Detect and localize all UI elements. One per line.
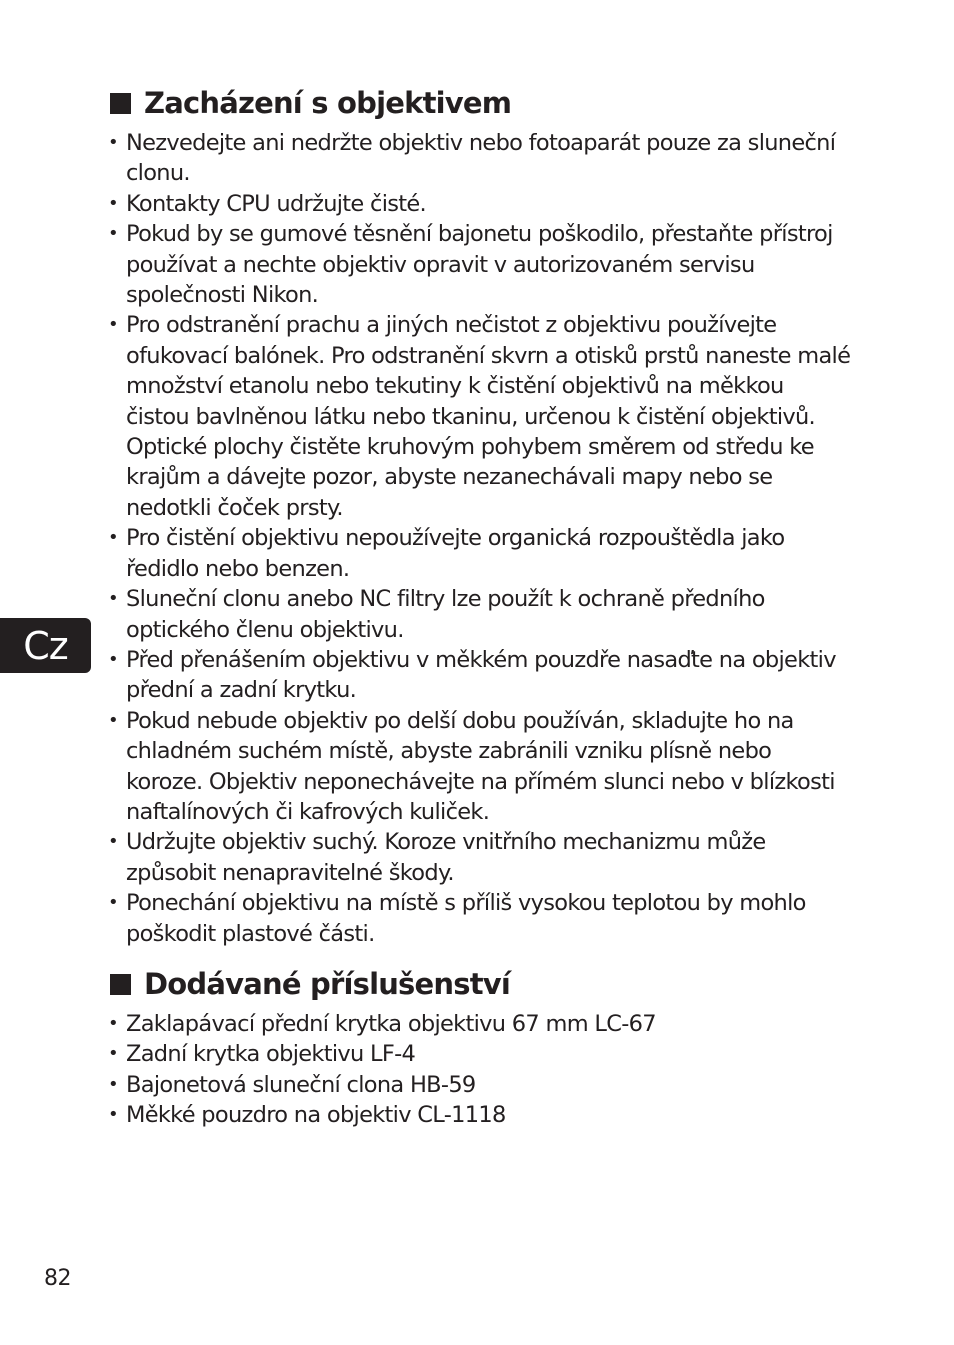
bullet-icon: • xyxy=(108,192,118,214)
list-item-text: Pro čistění objektivu nepoužívejte organická rozpouštědla jako ředidlo nebo benzen. xyxy=(126,525,785,582)
list-item xyxy=(108,189,853,219)
list-item-text: Sluneční clonu anebo NC filtry lze použít k ochraně předního optického členu objektivu. xyxy=(126,586,765,643)
bullet-icon: • xyxy=(108,132,118,153)
list-item xyxy=(108,645,853,706)
list-item xyxy=(108,1039,853,1069)
section-heading-accessories xyxy=(110,966,510,1002)
page-number: 82 xyxy=(44,1266,71,1291)
list-item xyxy=(108,523,853,584)
list-item-text: Zaklapávací přední krytka objektivu 67 mm LC-67 xyxy=(126,1011,656,1037)
bullet-icon: • xyxy=(108,648,118,670)
list-item-text: Udržujte objektiv suchý. Koroze vnitřního mechanizmu může způsobit nenapravitelné škody. xyxy=(126,829,766,886)
list-item xyxy=(108,584,853,645)
list-item-text: Pokud by se gumové těsnění bajonetu poškodilo, přestaňte přístroj používat a nechte objektiv opravit v autorizovaném servisu společnosti Nikon. xyxy=(126,221,833,309)
language-tab: Cz xyxy=(0,618,91,673)
list-item xyxy=(108,310,853,523)
list-item xyxy=(108,1009,853,1039)
list-item xyxy=(108,888,853,949)
list-item-text: Ponechání objektivu na místě s příliš vysokou teplotou by mohlo poškodit plastové části. xyxy=(126,890,806,947)
lens-handling-list xyxy=(108,128,853,949)
bullet-icon: • xyxy=(108,709,118,731)
bullet-icon: • xyxy=(108,1043,118,1065)
bullet-icon: • xyxy=(108,1013,118,1034)
list-item xyxy=(108,219,853,310)
list-item xyxy=(108,827,853,888)
list-item xyxy=(108,706,853,828)
list-item xyxy=(108,1070,853,1100)
list-item-text: Pokud nebude objektiv po delší dobu používán, skladujte ho na chladném suchém místě, abyste zabránili vzniku plísně nebo koroze. Objektiv neponechávejte na přímém slunci nebo v blízkosti naftalínových či kafrových kuliček. xyxy=(126,707,835,825)
list-item-text: Před přenášením objektivu v měkkém pouzdře nasaďte na objektiv přední a zadní krytku. xyxy=(126,646,836,704)
bullet-icon: • xyxy=(108,314,118,336)
square-bullet-icon xyxy=(110,93,131,114)
list-item-text: Bajonetová sluneční clona HB-59 xyxy=(126,1071,476,1098)
list-item-text: Pro odstranění prachu a jiných nečistot z objektivu používejte ofukovací balónek. Pro odstranění skvrn a otisků prstů naneste malé množství etanolu nebo tekutiny k čistění objektivů na měkkou čistou bavlněnou látku nebo tkaninu, určenou k čistění objektivů. Optické plochy čistěte kruhovým pohybem směrem od středu ke krajům a dávejte pozor, abyste nezanechávali mapy nebo se nedotkli čoček prsty. xyxy=(126,312,851,521)
list-item-text: Zadní krytka objektivu LF-4 xyxy=(126,1041,416,1068)
bullet-icon: • xyxy=(108,527,118,549)
list-item xyxy=(108,1100,853,1130)
accessories-list xyxy=(108,1009,853,1131)
list-item-text: Nezvedejte ani nedržte objektiv nebo fotoaparát pouze za sluneční clonu. xyxy=(126,130,836,187)
list-item-text: Kontakty CPU udržujte čisté. xyxy=(126,190,426,217)
square-bullet-icon xyxy=(110,974,131,995)
bullet-icon: • xyxy=(108,831,118,853)
bullet-icon: • xyxy=(108,588,118,610)
bullet-icon: • xyxy=(108,223,118,245)
section-title: Zacházení s objektivem xyxy=(144,86,512,120)
section-title: Dodávané příslušenství xyxy=(144,967,510,1001)
section-heading-lens-handling xyxy=(110,85,511,121)
bullet-icon: • xyxy=(108,1104,118,1126)
bullet-icon: • xyxy=(108,1073,118,1095)
bullet-icon: • xyxy=(108,892,118,914)
list-item xyxy=(108,128,853,189)
list-item-text: Měkké pouzdro na objektiv CL-1118 xyxy=(126,1102,506,1129)
